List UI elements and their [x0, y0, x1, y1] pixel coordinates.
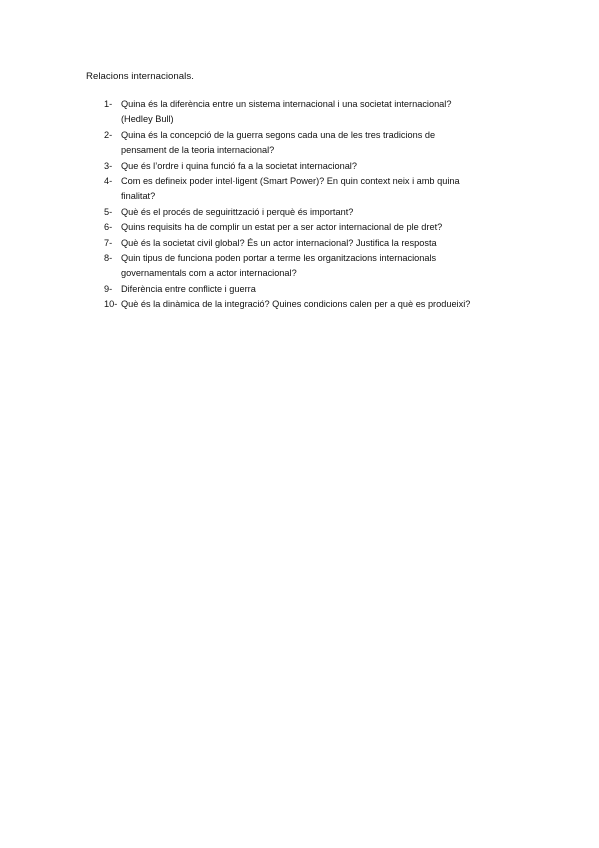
question-number: 6- — [104, 222, 113, 233]
list-item — [104, 251, 524, 282]
question-number: 3- — [104, 160, 113, 171]
question-text: Què és el procés de seguirittzació i perquè és important? — [121, 206, 354, 217]
question-text: Com es defineix poder intel·ligent (Smart Power)? En quin context neix i amb quina finalitat? — [121, 176, 460, 202]
list-item — [104, 297, 524, 312]
page-title: Relacions internacionals. — [86, 71, 194, 82]
question-number: 7- — [104, 237, 113, 248]
question-text: Quin tipus de funciona poden portar a terme les organitzacions internacionals governamentals com a actor internacional? — [121, 253, 437, 279]
list-item — [104, 159, 524, 174]
question-text: Quins requisits ha de complir un estat per a ser actor internacional de ple dret? — [121, 222, 443, 233]
question-list — [104, 97, 524, 313]
list-item — [104, 236, 524, 251]
list-item — [104, 205, 524, 220]
question-text: Diferència entre conflicte i guerra — [121, 283, 256, 294]
list-item — [104, 220, 524, 235]
question-number: 5- — [104, 206, 113, 217]
list-item — [104, 128, 524, 159]
question-number: 1- — [104, 99, 113, 109]
question-text: Què és la societat civil global? És un actor internacional? Justifica la resposta — [121, 237, 437, 248]
question-number: 9- — [104, 283, 113, 294]
list-item — [104, 97, 524, 128]
question-number: 2- — [104, 129, 113, 140]
question-text: Què és la dinàmica de la integració? Quines condicions calen per a què es produeixi? — [121, 299, 471, 310]
question-number: 4- — [104, 176, 113, 187]
question-number: 8- — [104, 253, 113, 264]
list-item — [104, 174, 524, 205]
question-number: 10- — [104, 299, 118, 310]
list-item — [104, 282, 524, 297]
question-text: Quina és la diferència entre un sistema internacional i una societat internacional? (Hedley Bull) — [121, 99, 452, 125]
question-text: Quina és la concepció de la guerra segons cada una de les tres tradicions de pensament de la teoria internacional? — [121, 129, 436, 156]
question-text: Que és l’ordre i quina funció fa a la societat internacional? — [121, 160, 357, 171]
